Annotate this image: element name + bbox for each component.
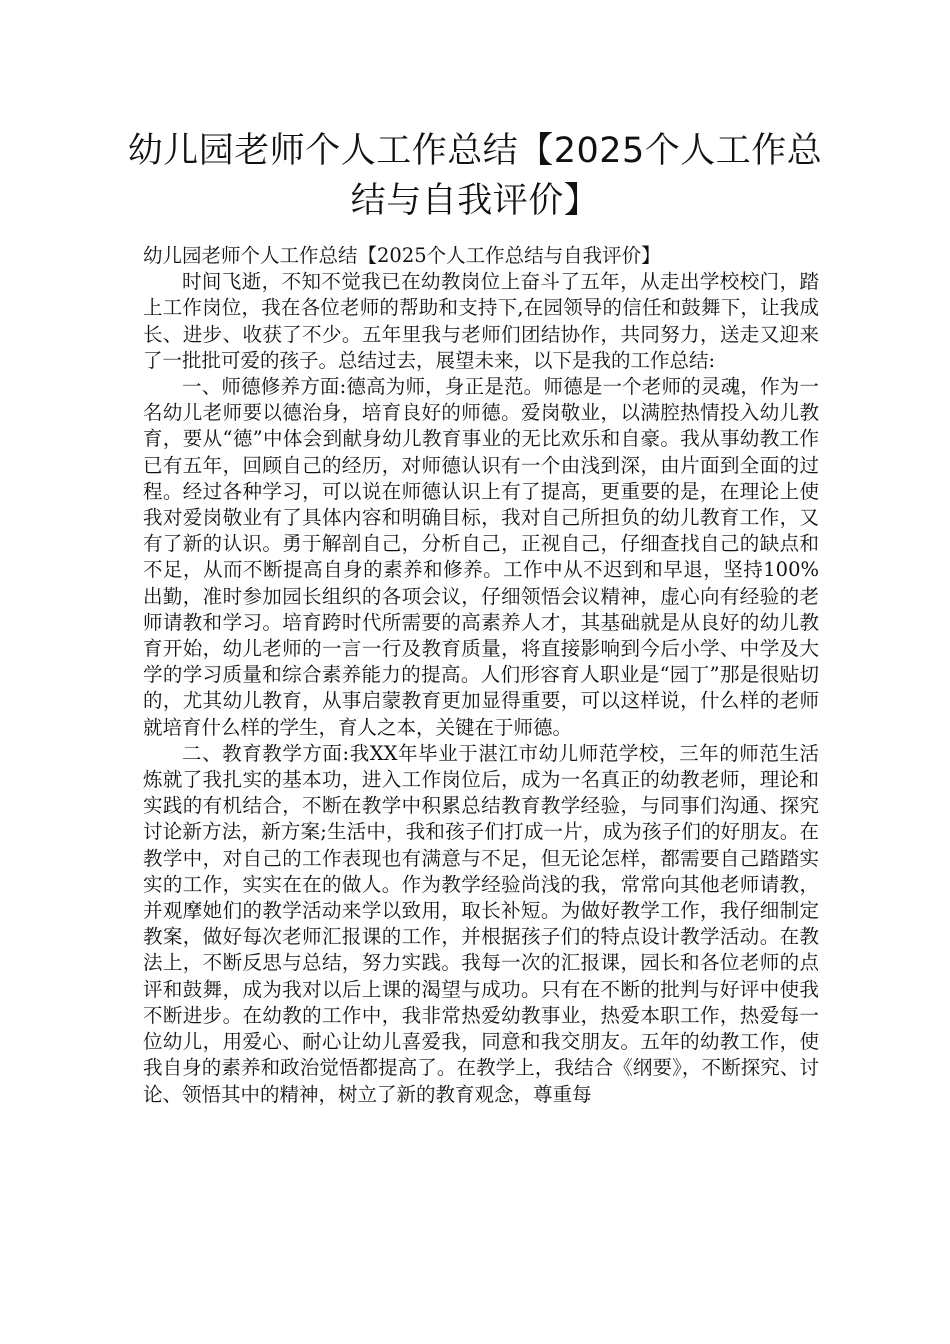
- document-body: [143, 243, 819, 1108]
- paragraph-intro: 时间飞逝，不知不觉我已在幼教岗位上奋斗了五年，从走出学校校门，踏上工作岗位，我在各位老师的帮助和支持下,在园领导的信任和鼓舞下，让我成长、进步、收获了不少。五年里我与老师们团结协作，共同努力，送走又迎来了一批批可爱的孩子。总结过去，展望未来，以下是我的工作总结:: [143, 270, 819, 372]
- paragraph-teaching: 二、教育教学方面:我XX年毕业于湛江市幼儿师范学校，三年的师范生活炼就了我扎实的基本功，进入工作岗位后，成为一名真正的幼教老师，理论和实践的有机结合，不断在教学中积累总结教育教学经验，与同事们沟通、探究讨论新方法，新方案;生活中，我和孩子们打成一片，成为孩子们的好朋友。在教学中，对自己的工作表现也有满意与不足，但无论怎样，都需要自己踏踏实实的工作，实实在在的做人。作为教学经验尚浅的我，常常向其他老师请教，并观摩她们的教学活动来学以致用，取长补短。为做好教学工作，我仔细制定教案，做好每次老师汇报课的工作，并根据孩子们的特点设计教学活动。在教法上，不断反思与总结，努力实践。我每一次的汇报课，园长和各位老师的点评和鼓舞，成为我对以后上课的渴望与成功。只有在不断的批判与好评中使我不断进步。在幼教的工作中，我非常热爱幼教事业，热爱本职工作，热爱每一位幼儿，用爱心、耐心让幼儿喜爱我，同意和我交朋友。五年的幼教工作，使我自身的素养和政治觉悟都提高了。在教学上，我结合《纲要》，不断探究、讨论、领悟其中的精神，树立了新的教育观念，尊重每: [143, 741, 819, 1106]
- paragraph-ethics: 一、师德修养方面:德高为师，身正是范。师德是一个老师的灵魂，作为一名幼儿老师要以德治身，培育良好的师德。爱岗敬业，以满腔热情投入幼儿教育，要从“德”中体会到献身幼儿教育事业的无比欢乐和自豪。我从事幼教工作已有五年，回顾自己的经历，对师德认识有一个由浅到深，由片面到全面的过程。经过各种学习，可以说在师德认识上有了提高，更重要的是，在理论上使我对爱岗敬业有了具体内容和明确目标，我对自己所担负的幼儿教育工作，又有了新的认识。勇于解剖自己，分析自己，正视自己，仔细查找自己的缺点和不足，从而不断提高自身的素养和修养。工作中从不迟到和早退，坚持100%出勤，准时参加园长组织的各项会议，仔细领悟会议精神，虚心向有经验的老师请教和学习。培育跨时代所需要的高素养人才，其基础就是从良好的幼儿教育开始，幼儿老师的一言一行及教育质量，将直接影响到今后小学、中学及大学的学习质量和综合素养能力的提高。人们形容育人职业是“园丁”那是很贴切的，尤其幼儿教育，从事启蒙教育更加显得重要，可以这样说，什么样的老师就培育什么样的学生，育人之本，关键在于师德。: [143, 375, 819, 739]
- document-title: 幼儿园老师个人工作总结【2025个人工作总结与自我评价】: [127, 131, 823, 221]
- document-subtitle: 幼儿园老师个人工作总结【2025个人工作总结与自我评价】: [143, 244, 661, 267]
